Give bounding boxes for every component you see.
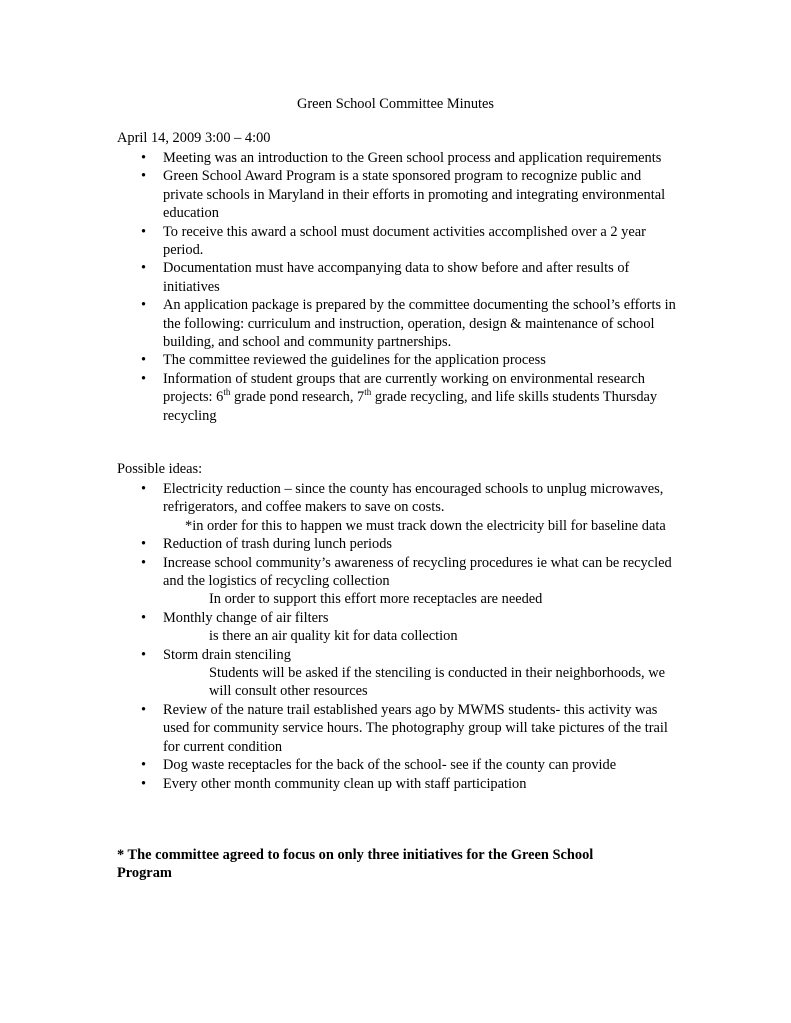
bullet-icon: • <box>141 536 147 553</box>
meeting-date: April 14, 2009 3:00 – 4:00 <box>117 130 271 146</box>
bullet-icon: • <box>141 646 147 663</box>
bullet-icon: • <box>141 481 147 497</box>
page-title: Green School Committee Minutes <box>296 96 495 112</box>
idea-text: Electricity reduction – since the county has encouraged schools to unplug microwaves, refrigerators, and coffee makers to save on costs. <box>163 481 664 516</box>
list-item-text: Documentation must have accompanying data to show before and after results of initiatives <box>163 260 630 295</box>
list-item <box>117 259 682 296</box>
list-item <box>117 223 682 260</box>
list-item <box>117 775 682 793</box>
idea-note: Students will be asked if the stenciling is conducted in their neighborhoods, we will consult other resources <box>209 665 666 700</box>
student-groups-text: Information of student groups that are currently working on environmental research projects: 6 <box>163 370 645 406</box>
list-item <box>117 609 682 646</box>
student-groups-text: grade recycling, and life skills students Thursday recycling <box>163 389 658 424</box>
list-item <box>117 351 682 369</box>
student-groups-text: grade pond research, 7 <box>230 389 365 406</box>
list-item <box>117 149 682 167</box>
list-item <box>117 296 682 351</box>
idea-text: Monthly change of air filters <box>163 609 329 626</box>
idea-text: Review of the nature trail established years ago by MWMS students- this activity was used for community service hours. The photography group will take pictures of the trail for current condition <box>163 701 668 755</box>
list-item <box>117 646 682 701</box>
idea-text: Every other month community clean up with staff participation <box>163 775 527 792</box>
list-item <box>117 701 682 756</box>
idea-text: Reduction of trash during lunch periods <box>163 536 393 553</box>
possible-ideas-heading: Possible ideas: <box>117 461 203 477</box>
list-item <box>117 535 682 553</box>
list-item-text: Meeting was an introduction to the Green school process and application requirements <box>163 150 662 166</box>
idea-text: Storm drain stenciling <box>163 646 291 663</box>
list-item <box>117 756 682 774</box>
bullet-icon: • <box>141 775 147 792</box>
list-item <box>117 167 682 222</box>
bullet-icon: • <box>141 223 147 240</box>
meeting-items-list <box>117 149 682 425</box>
list-item-text: The committee reviewed the guidelines for the application process <box>163 352 546 369</box>
bullet-icon: • <box>141 609 147 626</box>
idea-note: *in order for this to happen we must track down the electricity bill for baseline data <box>185 517 666 534</box>
conclusion-note: * The committee agreed to focus on only three initiatives for the Green School Program <box>117 847 594 882</box>
bullet-icon: • <box>141 554 147 571</box>
idea-note: In order to support this effort more receptacles are needed <box>209 591 543 608</box>
list-item <box>117 480 682 535</box>
idea-text: Dog waste receptacles for the back of the school- see if the county can provide <box>163 757 617 774</box>
ordinal-suffix: th <box>364 387 372 398</box>
bullet-icon: • <box>141 168 147 185</box>
ordinal-suffix: th <box>223 387 231 398</box>
bullet-icon: • <box>141 701 147 718</box>
student-groups-item <box>117 370 682 425</box>
bullet-icon: • <box>141 150 147 166</box>
bullet-icon: • <box>141 370 147 387</box>
bullet-icon: • <box>141 757 147 774</box>
idea-note: is there an air quality kit for data collection <box>209 628 458 645</box>
list-item <box>117 554 682 609</box>
list-item-text: To receive this award a school must document activities accomplished over a 2 year period. <box>163 223 646 259</box>
bullet-icon: • <box>141 297 147 314</box>
list-item-text: An application package is prepared by the committee documenting the school’s efforts in the following: curriculum and instruction, operation, design & maintenance of school building, and school and community partnerships. <box>163 297 676 351</box>
list-item-text: Green School Award Program is a state sponsored program to recognize public and private schools in Maryland in their efforts in promoting and integrating environmental education <box>163 168 666 222</box>
idea-text: Increase school community’s awareness of recycling procedures ie what can be recycled and the logistics of recycling collection <box>163 554 672 590</box>
ideas-list <box>117 480 682 793</box>
bullet-icon: • <box>141 260 147 277</box>
bullet-icon: • <box>141 352 147 369</box>
